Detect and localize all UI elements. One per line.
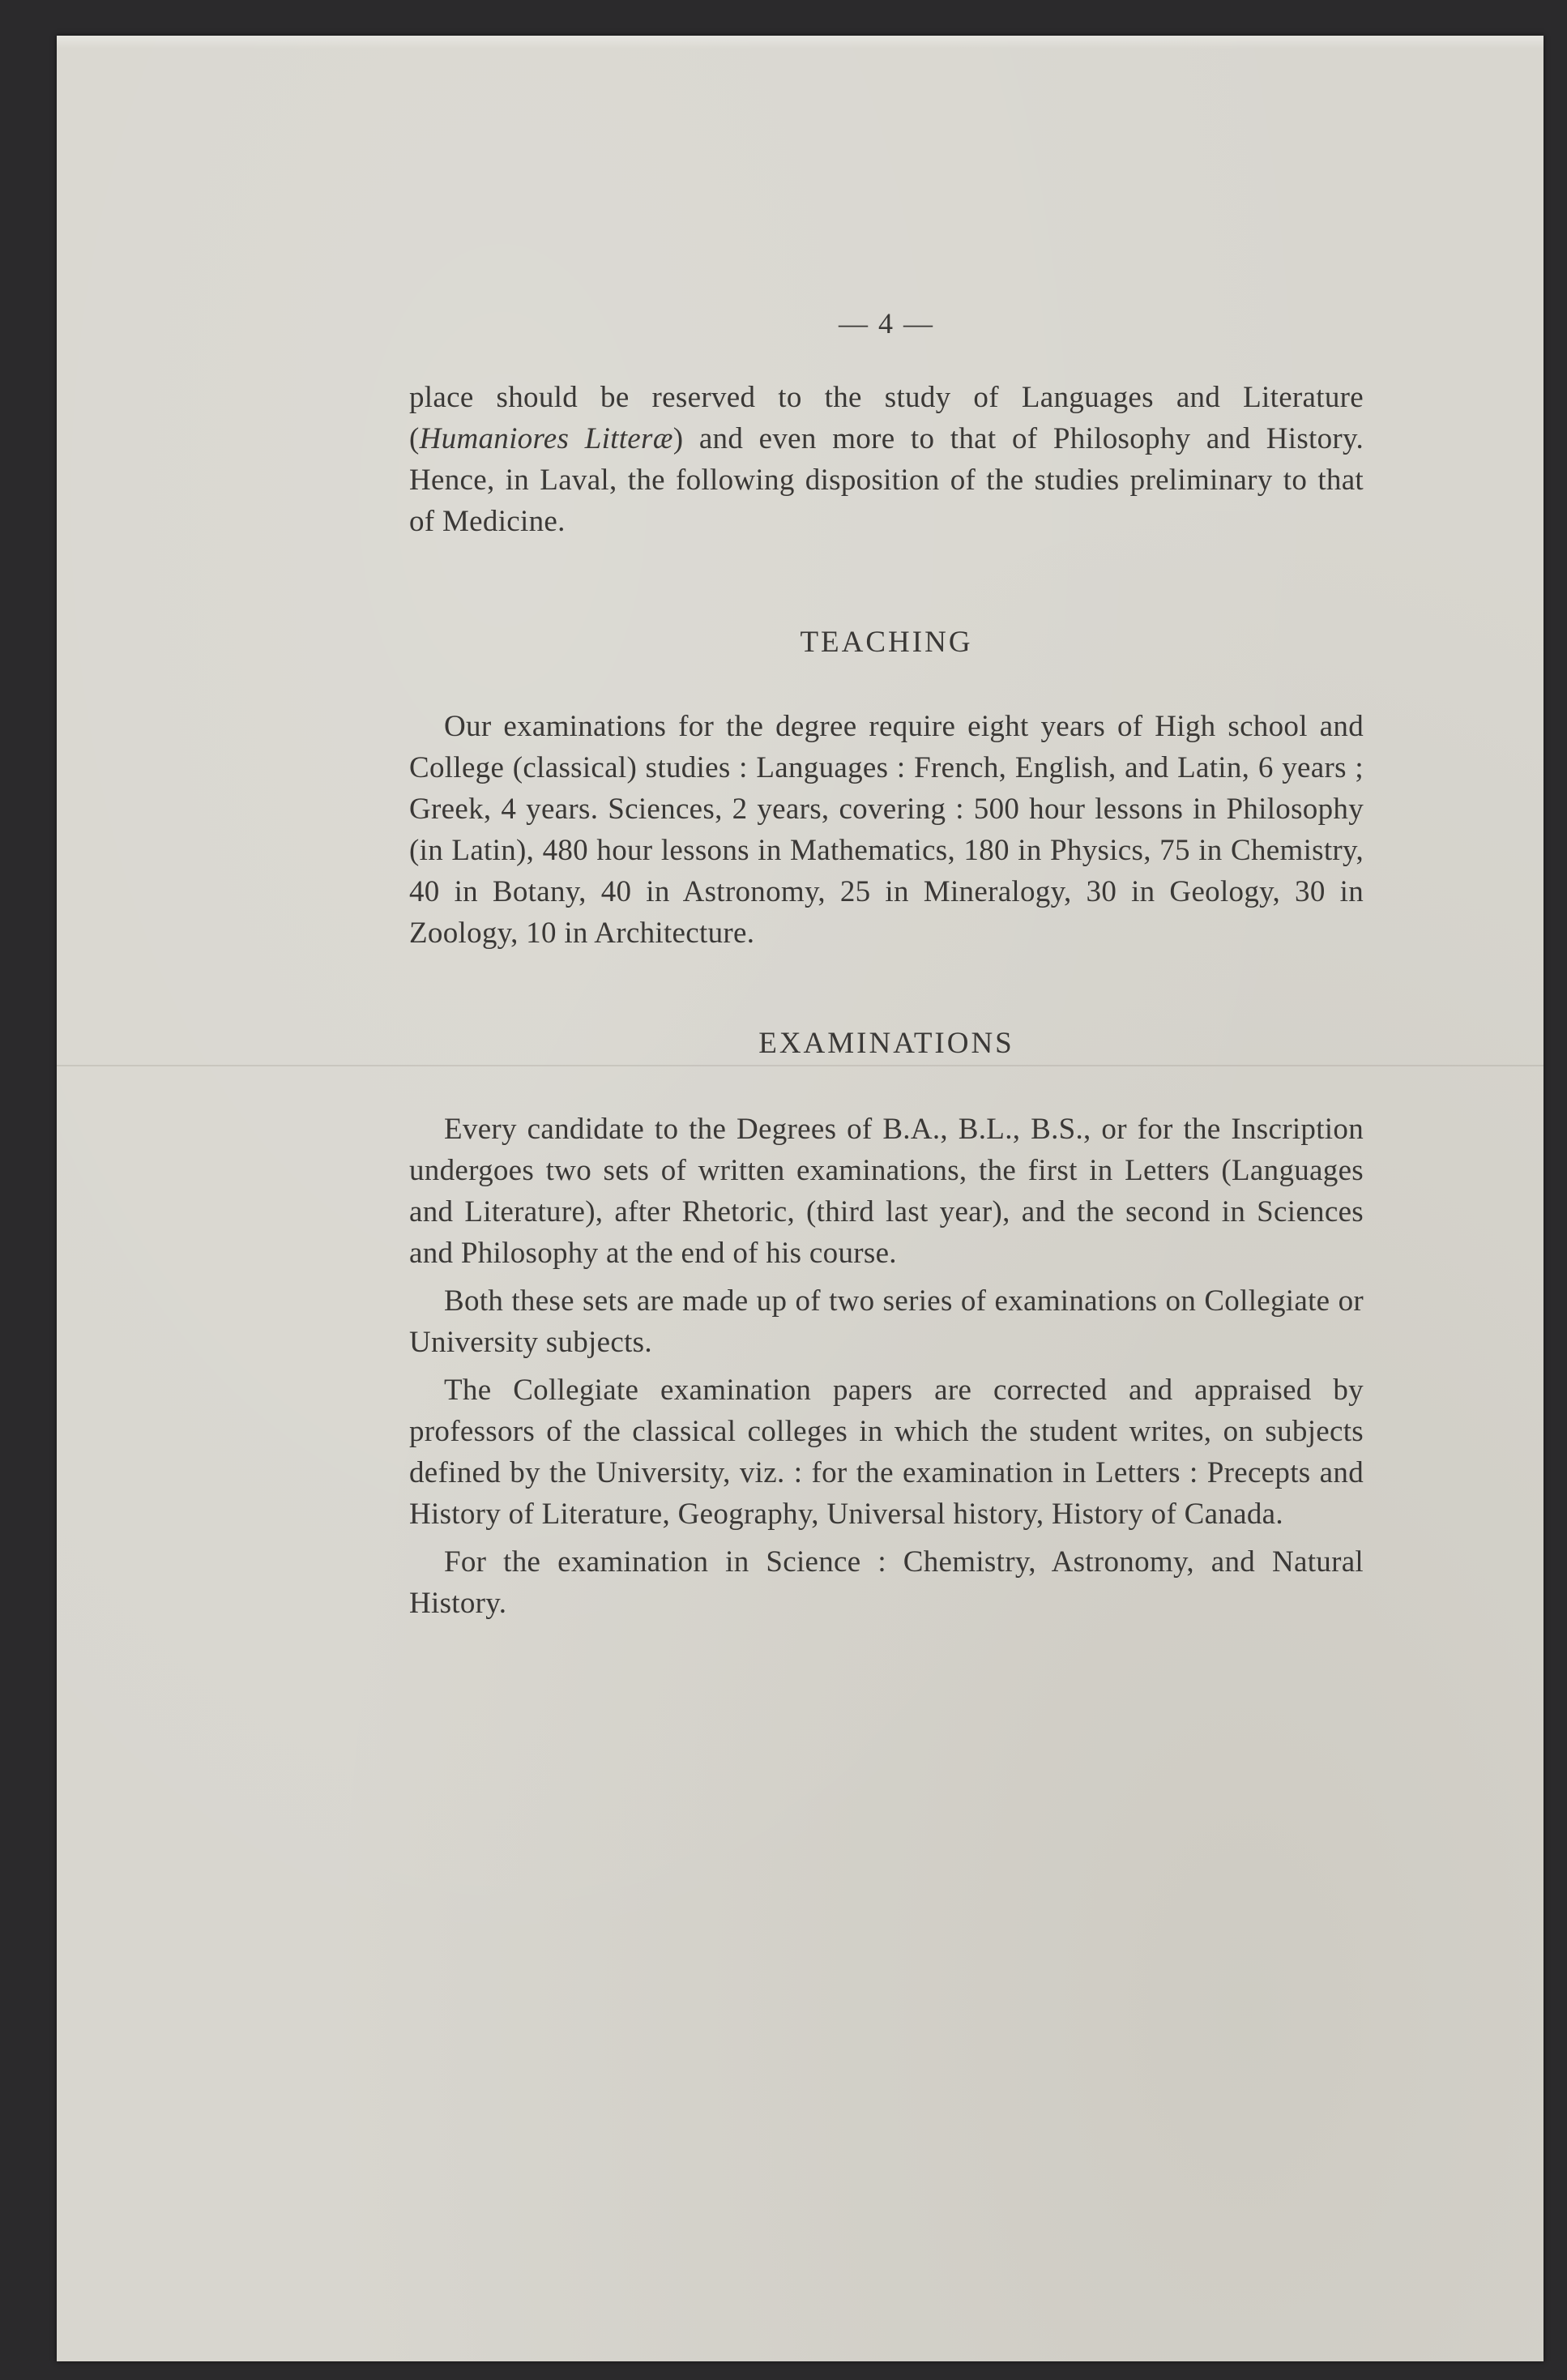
section-heading-examinations: EXAMINATIONS — [758, 1027, 1014, 1060]
examinations-paragraph-1: Every candidate to the Degrees of B.A., B.L., B.S., or for the Inscription undergoes two sets of written examinations, the first in Letters (Languages and Literature), after Rhetoric, (third last year), and the second in Sciences and Philosophy at the end of his course. — [409, 1113, 1364, 1270]
examinations-paragraph-2: Both these sets are made up of two series of examinations on Collegiate or University subjects. — [409, 1284, 1364, 1359]
teaching-paragraph: Our examinations for the degree require eight years of High school and College (classical) studies : Languages : French, English, and Latin, 6 years ; Greek, 4 years. Sciences, 2 years, covering : 500 hour lessons in Philosophy (in Latin), 480 hour lessons in Mathematics, 180 in Physics, 75 in Chemistry, 40 in Botany, 40 in Astronomy, 25 in Mineralogy, 30 in Geology, 30 in Zoology, 10 in Architecture. — [409, 710, 1364, 950]
intro-text-start: place should be reserved to the study of Languages and Literature ( — [409, 381, 1364, 455]
examinations-paragraph-3: The Collegiate examination papers are corrected and appraised by professors of the classical colleges in which the student writes, on subjects defined by the University, viz. : for the examination in Letters : Precepts and History of Literature, Geography, Universal history, History of Canada. — [409, 1374, 1364, 1531]
page-text — [409, 303, 1364, 1630]
page-number: — 4 — — [839, 307, 934, 340]
latin-term: Humaniores Litteræ — [419, 422, 673, 455]
intro-text-end: ) and even more to that of Philosophy and History. Hence, in Laval, the following disposition of the studies preliminary to that of Medicine. — [409, 422, 1364, 538]
intro-paragraph — [409, 377, 1364, 542]
document-page — [57, 36, 1544, 2361]
section-heading-teaching: TEACHING — [800, 626, 973, 659]
examinations-paragraph-4: For the examination in Science : Chemistry, Astronomy, and Natural History. — [409, 1545, 1364, 1620]
